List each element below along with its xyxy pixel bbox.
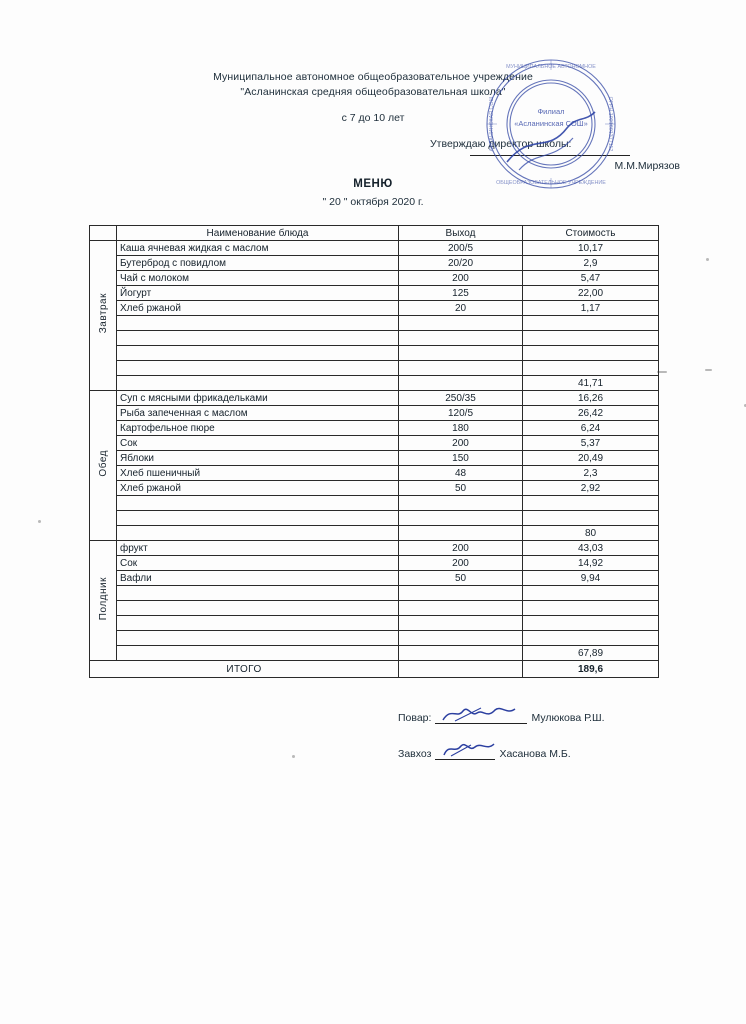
dish-name [117, 496, 399, 511]
dish-output [399, 496, 523, 511]
dish-cost: 2,3 [523, 466, 659, 481]
table-row [90, 361, 659, 376]
table-row [90, 286, 659, 301]
dish-output: 120/5 [399, 406, 523, 421]
dish-cost: 10,17 [523, 241, 659, 256]
table-row [90, 631, 659, 646]
dish-name: Суп с мясными фрикадельками [117, 391, 399, 406]
signature-line [435, 708, 527, 724]
dish-output: 48 [399, 466, 523, 481]
table-header-row [90, 226, 659, 241]
scan-speck [292, 755, 295, 758]
dish-name: Хлеб ржаной [117, 481, 399, 496]
dish-name: Сок [117, 556, 399, 571]
dish-name: Хлеб ржаной [117, 301, 399, 316]
table-row [90, 541, 659, 556]
menu-table [89, 225, 659, 678]
stamp-line-1: Филиал [537, 107, 565, 116]
table-row [90, 256, 659, 271]
dish-output: 50 [399, 481, 523, 496]
dish-cost [523, 601, 659, 616]
dish-cost [523, 346, 659, 361]
dish-name [117, 331, 399, 346]
svg-text:ОБЩЕОБРАЗОВАТЕЛЬНОЕ УЧРЕЖДЕНИЕ: ОБЩЕОБРАЗОВАТЕЛЬНОЕ УЧРЕЖДЕНИЕ [496, 180, 606, 186]
dish-output [399, 586, 523, 601]
dish-cost: 6,24 [523, 421, 659, 436]
dish-name [117, 361, 399, 376]
dish-name [117, 601, 399, 616]
dish-output: 180 [399, 421, 523, 436]
dish-output [399, 631, 523, 646]
dish-cost: 26,42 [523, 406, 659, 421]
document-header [0, 70, 746, 124]
table-row [90, 391, 659, 406]
handwritten-signature [441, 705, 521, 723]
dish-name: Вафли [117, 571, 399, 586]
dish-cost: 1,17 [523, 301, 659, 316]
handwritten-signature [441, 741, 497, 759]
grand-total-value: 189,6 [523, 661, 659, 678]
dish-cost: 22,00 [523, 286, 659, 301]
dish-output: 150 [399, 451, 523, 466]
signature-block [398, 706, 605, 778]
table-row [90, 466, 659, 481]
section-total-row [90, 526, 659, 541]
svg-text:МУНИЦИПАЛЬНОЕ АВТОНОМНОЕ: МУНИЦИПАЛЬНОЕ АВТОНОМНОЕ [506, 64, 596, 70]
section-breakfast [90, 241, 659, 391]
dish-name [117, 346, 399, 361]
header-output: Выход [399, 226, 523, 241]
scan-speck [38, 520, 41, 523]
dish-cost [523, 316, 659, 331]
dish-name: Каша ячневая жидкая с маслом [117, 241, 399, 256]
dish-name: Рыба запеченная с маслом [117, 406, 399, 421]
menu-date: " 20 " октября 2020 г. [322, 196, 424, 208]
dish-cost: 5,47 [523, 271, 659, 286]
dish-output: 200 [399, 556, 523, 571]
table-row [90, 571, 659, 586]
meal-label-lunch: Обед [90, 391, 117, 541]
table-row [90, 601, 659, 616]
grand-total-row [90, 661, 659, 678]
section-total-breakfast: 41,71 [523, 376, 659, 391]
dish-output [399, 601, 523, 616]
signature-name: Мулюкова Р.Ш. [531, 712, 605, 724]
table-row [90, 616, 659, 631]
table-row [90, 331, 659, 346]
signature-role: Повар: [398, 712, 432, 724]
dish-cost: 9,94 [523, 571, 659, 586]
section-lunch [90, 391, 659, 541]
table-row [90, 271, 659, 286]
organization-line-1: Муниципальное автономное общеобразовательное учреждение [213, 71, 533, 83]
dish-output: 200/5 [399, 241, 523, 256]
age-range: с 7 до 10 лет [341, 112, 405, 124]
dish-output [399, 616, 523, 631]
section-total-output [399, 376, 523, 391]
signature-row-cook [398, 706, 605, 724]
dish-cost: 5,37 [523, 436, 659, 451]
dish-name: Чай с молоком [117, 271, 399, 286]
page-title: МЕНЮ [353, 178, 393, 190]
dish-name [117, 631, 399, 646]
dish-name: Бутерброд с повидлом [117, 256, 399, 271]
table-row [90, 406, 659, 421]
table-row [90, 241, 659, 256]
meal-label-snack: Полдник [90, 541, 117, 661]
dish-cost: 2,9 [523, 256, 659, 271]
dish-name [117, 316, 399, 331]
dish-name: Йогурт [117, 286, 399, 301]
table-row [90, 556, 659, 571]
dish-output [399, 316, 523, 331]
dish-output: 200 [399, 541, 523, 556]
director-name: М.М.Мирязов [614, 160, 680, 172]
dish-name [117, 616, 399, 631]
header-dish: Наименование блюда [117, 226, 399, 241]
scan-speck [706, 258, 709, 261]
signature-rule [470, 154, 630, 156]
dish-output [399, 346, 523, 361]
signature-role: Завхоз [398, 748, 432, 760]
dish-cost [523, 361, 659, 376]
table-row [90, 511, 659, 526]
dish-name: Яблоки [117, 451, 399, 466]
dish-cost: 16,26 [523, 391, 659, 406]
signature-row-supply [398, 742, 605, 760]
table-row [90, 586, 659, 601]
scan-speck [705, 369, 712, 371]
dish-output: 20 [399, 301, 523, 316]
menu-table-wrap [89, 225, 658, 678]
organization-line-2: "Асланинская средняя общеобразовательная школа" [240, 86, 506, 98]
section-total-snack: 67,89 [523, 646, 659, 661]
table-row [90, 481, 659, 496]
grand-total-output [399, 661, 523, 678]
table-row [90, 421, 659, 436]
dish-name: Картофельное пюре [117, 421, 399, 436]
table-row [90, 346, 659, 361]
header-meal [90, 226, 117, 241]
dish-cost [523, 631, 659, 646]
dish-cost [523, 496, 659, 511]
section-total-row [90, 646, 659, 661]
header-cost: Стоимость [523, 226, 659, 241]
dish-cost: 14,92 [523, 556, 659, 571]
grand-total-label: ИТОГО [90, 661, 399, 678]
approval-block [430, 136, 720, 174]
section-total-spacer [117, 646, 399, 661]
dish-output: 125 [399, 286, 523, 301]
dish-cost [523, 511, 659, 526]
signature-line [435, 744, 495, 760]
dish-output [399, 511, 523, 526]
stamp-line-2: «Асланинская СОШ» [514, 119, 588, 128]
dish-output: 200 [399, 436, 523, 451]
dish-output: 50 [399, 571, 523, 586]
section-total-output [399, 526, 523, 541]
section-snack [90, 541, 659, 661]
svg-text:АСЛАНИНСКАЯ СОШ: АСЛАНИНСКАЯ СОШ [489, 96, 495, 152]
dish-output: 200 [399, 271, 523, 286]
dish-output [399, 361, 523, 376]
signature-name: Хасанова М.Б. [499, 748, 571, 760]
dish-name: фрукт [117, 541, 399, 556]
dish-cost [523, 616, 659, 631]
dish-output [399, 331, 523, 346]
table-row [90, 301, 659, 316]
dish-cost [523, 331, 659, 346]
dish-name [117, 586, 399, 601]
svg-text:ОГРН 1021601377112: ОГРН 1021601377112 [607, 96, 613, 152]
table-row [90, 496, 659, 511]
dish-cost: 2,92 [523, 481, 659, 496]
dish-name: Сок [117, 436, 399, 451]
dish-cost: 43,03 [523, 541, 659, 556]
table-row [90, 316, 659, 331]
table-row [90, 451, 659, 466]
table-row [90, 436, 659, 451]
section-total-output [399, 646, 523, 661]
section-total-spacer [117, 526, 399, 541]
approval-label: Утверждаю директор школы: [430, 138, 572, 150]
dish-name: Хлеб пшеничный [117, 466, 399, 481]
dish-name [117, 511, 399, 526]
dish-output: 20/20 [399, 256, 523, 271]
dish-output: 250/35 [399, 391, 523, 406]
dish-cost: 20,49 [523, 451, 659, 466]
section-total-row [90, 376, 659, 391]
section-total-spacer [117, 376, 399, 391]
meal-label-breakfast: Завтрак [90, 241, 117, 391]
dish-cost [523, 586, 659, 601]
section-total-lunch: 80 [523, 526, 659, 541]
